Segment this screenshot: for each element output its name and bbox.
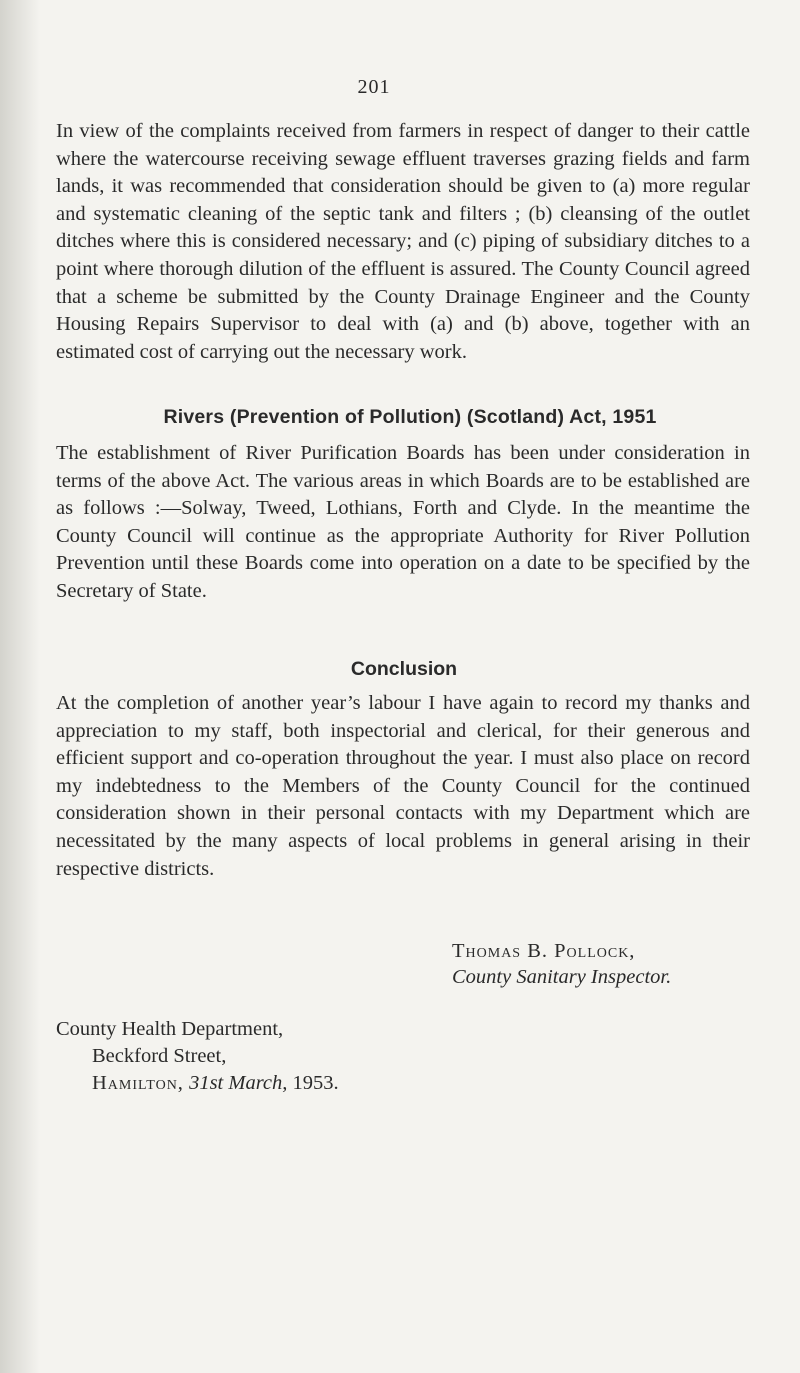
address-line-street: Beckford Street,	[92, 1045, 227, 1067]
paragraph-text: The establishment of River Purification Boards has been under consideration in terms of the above Act. The various areas in which Boards are to be established are as follows :—Solway, Tweed, Lothians, Forth and Clyde. In the meantime the County Council will continue as the appropriate Authority for River Pollution Prevention until these Boards come into operation on a date to be specified by the Secretary of State.	[56, 442, 750, 602]
address-block	[56, 1016, 476, 1097]
address-date: 31st March,	[189, 1072, 288, 1094]
paragraph-text: At the completion of another year’s labour I have again to record my thanks and appreciation to my staff, both inspectorial and clerical, for their generous and efficient support and co-operation throughout the year. I must also place on record my indebtedness to the Members of the County Council for the continued consideration shown in their personal contacts with my Department which are necessitated by the many aspects of local problems in general arising in their respective districts.	[56, 692, 750, 880]
page-edge-shadow	[0, 0, 40, 1373]
address-line-place-date	[56, 1070, 476, 1097]
address-town: Hamilton,	[92, 1072, 184, 1094]
signatory-title: County Sanitary Inspector.	[452, 966, 672, 988]
paragraph-river-boards	[56, 440, 750, 606]
paragraph-text: In view of the complaints received from farmers in respect of danger to their cattle where the watercourse receiving sewage effluent traverses grazing fields and farm lands, it was recommended that consideration should be given to (a) more regular and systematic cleaning of the septic tank and filters ; (b) cleansing of the outlet ditches where this is considered necessary; and (c) piping of subsidiary ditches to a point where thorough dilution of the effluent is assured. The County Council agreed that a scheme be submitted by the County Drainage Engineer and the County Housing Repairs Supervisor to deal with (a) and (b) above, together with an estimated cost of carrying out the necessary work.	[56, 120, 750, 363]
paragraph-complaints	[56, 118, 750, 366]
address-line-department: County Health Department,	[56, 1018, 284, 1040]
heading-rivers-act: Rivers (Prevention of Pollution) (Scotland) Act, 1951	[163, 406, 657, 428]
paragraph-conclusion	[56, 690, 750, 883]
signatory-name: Thomas B. Pollock,	[452, 940, 636, 962]
heading-conclusion: Conclusion	[350, 658, 458, 680]
page-number: 201	[357, 76, 391, 98]
signature-block	[452, 938, 772, 990]
address-year: 1953.	[292, 1072, 339, 1094]
